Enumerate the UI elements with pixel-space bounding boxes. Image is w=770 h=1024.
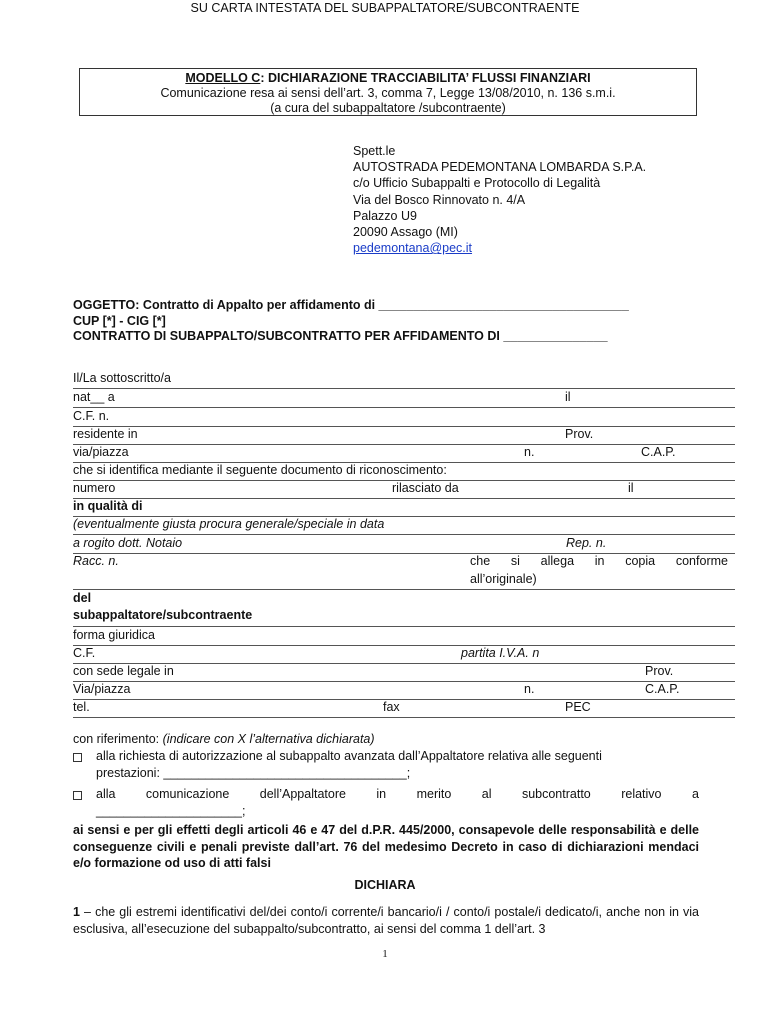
via-label: Via/piazza	[73, 682, 131, 696]
recipient-address	[353, 143, 646, 256]
cf-label: C.F. n.	[73, 409, 110, 423]
model-title: MODELLO C: DICHIARAZIONE TRACCIABILITA’ FLUSSI FINANZIARI	[185, 71, 591, 85]
il-label: il	[565, 390, 571, 404]
subject-contratto: CONTRATTO DI SUBAPPALTO/SUBCONTRATTO PER AFFIDAMENTO DI _______________	[73, 329, 608, 343]
racc-label: Racc. n.	[73, 554, 119, 568]
form-row	[73, 663, 735, 682]
paragraph-1: 1 – che gli estremi identificativi del/dei conto/i corrente/i bancario/i / conto/i postale/i dedicato/i, anche non in via esclusiva, all’esecuzione del subappalto/subcontratto, ai sensi del comma 1 dell’art. 3	[73, 905, 699, 936]
option2-line1: alla comunicazione dell’Appaltatore in merito al subcontratto relativo a	[96, 787, 699, 801]
form-row	[73, 370, 735, 389]
il-label: il	[628, 481, 634, 495]
dichiara-heading: DICHIARA	[354, 878, 416, 892]
page-number: 1	[382, 948, 388, 960]
checkbox-comunicazione[interactable]	[73, 791, 82, 800]
residente-label: residente in	[73, 427, 138, 441]
checkbox-autorizzazione[interactable]	[73, 753, 82, 762]
documento-label: che si identifica mediante il seguente documento di riconoscimento:	[73, 463, 447, 477]
subject-cup-cig: CUP [*] - CIG [*]	[73, 314, 166, 328]
address-line: AUTOSTRADA PEDEMONTANA LOMBARDA S.P.A.	[353, 160, 647, 175]
n-label: n.	[524, 445, 535, 459]
form-row	[73, 627, 735, 646]
cf-label: C.F.	[73, 646, 96, 660]
cap-label: C.A.P.	[641, 445, 676, 459]
cap-label: C.A.P.	[645, 682, 680, 696]
via-label: via/piazza	[73, 445, 129, 459]
form-row	[73, 681, 735, 700]
fax-label: fax	[383, 700, 400, 714]
prov-label: Prov.	[645, 664, 674, 678]
copia-conforme-line: che si allega in copia conforme	[470, 554, 728, 568]
form-row	[73, 426, 735, 445]
form-row	[73, 645, 735, 664]
form-row	[73, 516, 735, 535]
form-row	[73, 408, 735, 427]
subject-oggetto: OGGETTO: Contratto di Appalto per affidamento di ____________________________________	[73, 298, 629, 312]
form-row	[73, 444, 735, 463]
model-title-box	[79, 68, 697, 116]
prov-label: Prov.	[565, 427, 594, 441]
form-row	[73, 462, 735, 481]
rogito-label: a rogito dott. Notaio	[73, 536, 183, 550]
subappaltatore-label: subappaltatore/subcontraente	[73, 608, 253, 622]
form-row	[73, 498, 735, 517]
form-row	[73, 389, 735, 408]
address-line: Palazzo U9	[353, 208, 417, 223]
address-line: Spett.le	[353, 144, 396, 158]
address-line: 20090 Assago (MI)	[353, 225, 458, 240]
option1-line1: alla richiesta di autorizzazione al subappalto avanzata dall’Appaltatore relativa alle seguenti	[96, 749, 602, 763]
declaration-text: ai sensi e per gli effetti degli articoli 46 e 47 del d.P.R. 445/2000, consapevole delle responsabilità e delle conseguenze civili e penali previste dall’art. 76 del medesimo Decreto in caso di dichiarazioni mendaci e/o formazione od uso di atti falsi	[73, 823, 699, 870]
tel-label: tel.	[73, 700, 90, 714]
address-line: c/o Ufficio Subappalti e Protocollo di Legalità	[353, 176, 601, 191]
form-row	[73, 590, 735, 627]
forma-label: forma giuridica	[73, 628, 155, 642]
form-row	[73, 553, 735, 590]
n-label: n.	[524, 682, 535, 696]
sottoscritto-label: Il/La sottoscritto/a	[73, 371, 171, 385]
sede-label: con sede legale in	[73, 664, 174, 678]
procura-label: (eventualmente giusta procura generale/speciale in data	[73, 517, 385, 531]
form-row	[73, 699, 735, 718]
qualita-label: in qualità di	[73, 499, 143, 513]
options-intro: con riferimento: (indicare con X l’alternativa dichiarata)	[73, 732, 375, 746]
address-line: Via del Bosco Rinnovato n. 4/A	[353, 192, 526, 207]
option1-line2: prestazioni: ___________________________________;	[96, 766, 411, 780]
copia-line2: all’originale)	[470, 572, 537, 586]
numero-label: numero	[73, 481, 116, 495]
option-autorizzazione	[73, 748, 699, 782]
model-note: (a cura del subappaltatore /subcontraente)	[270, 101, 506, 115]
email-link[interactable]: pedemontana@pec.it	[353, 241, 473, 256]
form-row	[73, 535, 735, 554]
option2-line2: _____________________;	[96, 804, 246, 818]
piva-label: partita I.V.A. n	[461, 646, 540, 660]
rep-label: Rep. n.	[566, 536, 607, 550]
nat-label: nat__ a	[73, 390, 115, 404]
letterhead: SU CARTA INTESTATA DEL SUBAPPALTATORE/SUBCONTRAENTE	[190, 1, 580, 15]
model-subtitle: Comunicazione resa ai sensi dell’art. 3, comma 7, Legge 13/08/2010, n. 136 s.m.i.	[160, 86, 616, 100]
rilasciato-label: rilasciato da	[392, 481, 459, 495]
del-label: del	[73, 591, 92, 605]
form-row	[73, 480, 735, 499]
pec-label: PEC	[565, 700, 591, 714]
option-comunicazione	[73, 786, 699, 820]
